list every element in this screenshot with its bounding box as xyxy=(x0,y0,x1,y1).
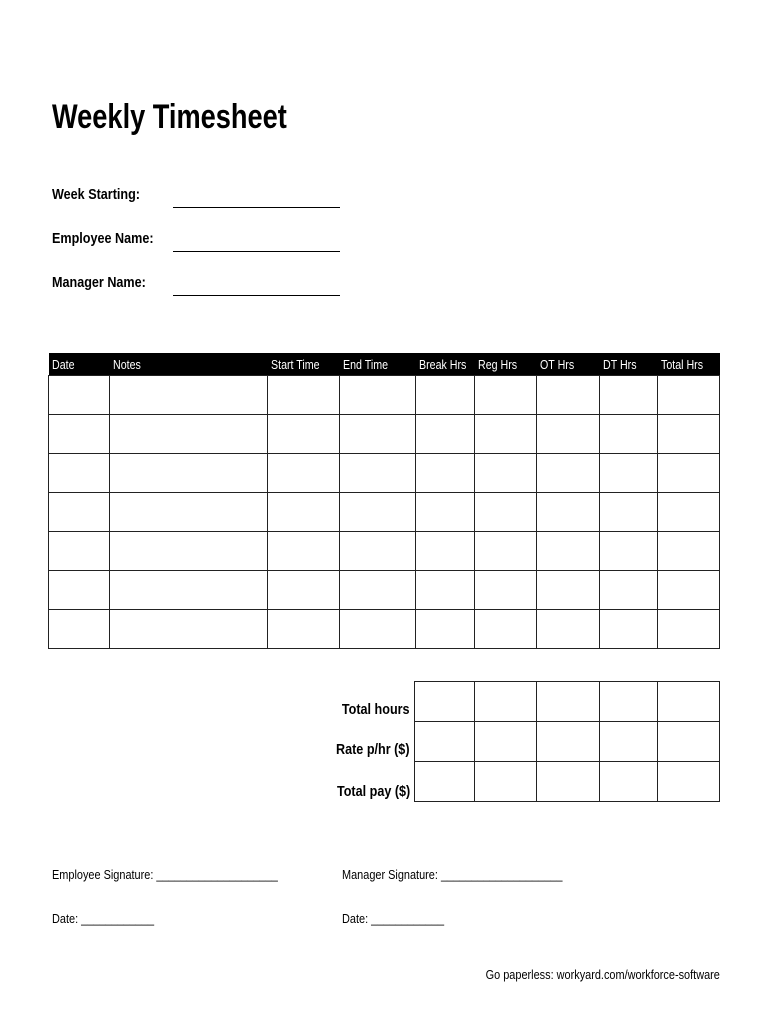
table-cell[interactable] xyxy=(49,610,110,649)
table-cell[interactable] xyxy=(340,493,416,532)
column-header-break-hrs: Break Hrs xyxy=(416,353,475,376)
table-cell[interactable] xyxy=(475,532,537,571)
table-cell[interactable] xyxy=(268,610,340,649)
timesheet-table xyxy=(48,353,720,649)
table-row xyxy=(49,415,720,454)
table-cell[interactable] xyxy=(110,493,268,532)
table-cell[interactable] xyxy=(658,571,720,610)
totals-cell[interactable] xyxy=(600,722,658,762)
totals-body xyxy=(415,682,720,802)
week-starting-field[interactable] xyxy=(173,207,340,208)
table-cell[interactable] xyxy=(475,493,537,532)
manager-name-label: Manager Name: xyxy=(52,274,146,291)
table-cell[interactable] xyxy=(416,571,475,610)
column-header-reg-hrs: Reg Hrs xyxy=(475,353,537,376)
table-cell[interactable] xyxy=(658,532,720,571)
totals-cell[interactable] xyxy=(658,722,720,762)
table-cell[interactable] xyxy=(475,454,537,493)
table-cell[interactable] xyxy=(340,610,416,649)
table-cell[interactable] xyxy=(49,376,110,415)
column-header-notes: Notes xyxy=(110,353,268,376)
table-cell[interactable] xyxy=(340,454,416,493)
table-cell[interactable] xyxy=(600,610,658,649)
table-header-row xyxy=(49,353,720,376)
totals-cell[interactable] xyxy=(475,682,537,722)
week-starting-label: Week Starting: xyxy=(52,186,140,203)
column-header-total-hrs: Total Hrs xyxy=(658,353,720,376)
table-cell[interactable] xyxy=(658,415,720,454)
total-hours-label: Total hours xyxy=(342,701,410,718)
table-cell[interactable] xyxy=(600,376,658,415)
table-row xyxy=(49,532,720,571)
table-cell[interactable] xyxy=(537,493,600,532)
table-cell[interactable] xyxy=(268,376,340,415)
table-cell[interactable] xyxy=(416,376,475,415)
employee-name-label: Employee Name: xyxy=(52,230,154,247)
employee-name-field[interactable] xyxy=(173,251,340,252)
table-row xyxy=(49,376,720,415)
table-cell[interactable] xyxy=(110,571,268,610)
table-row xyxy=(49,454,720,493)
manager-name-field[interactable] xyxy=(173,295,340,296)
manager-signature-field[interactable]: Manager Signature: ____________________ xyxy=(342,867,563,882)
column-header-end-time: End Time xyxy=(340,353,416,376)
totals-cell[interactable] xyxy=(537,762,600,802)
timesheet-body xyxy=(49,376,720,649)
totals-cell[interactable] xyxy=(475,722,537,762)
table-cell[interactable] xyxy=(537,454,600,493)
totals-cell[interactable] xyxy=(600,762,658,802)
table-cell[interactable] xyxy=(475,376,537,415)
manager-date-field[interactable]: Date: ____________ xyxy=(342,911,445,926)
employee-signature-field[interactable]: Employee Signature: ____________________ xyxy=(52,867,278,882)
table-cell[interactable] xyxy=(537,610,600,649)
totals-row xyxy=(415,762,720,802)
totals-cell[interactable] xyxy=(415,762,475,802)
totals-row xyxy=(415,682,720,722)
column-header-ot-hrs: OT Hrs xyxy=(537,353,600,376)
footer-link[interactable]: Go paperless: workyard.com/workforce-software xyxy=(485,967,720,982)
table-cell[interactable] xyxy=(340,571,416,610)
table-cell[interactable] xyxy=(49,532,110,571)
table-cell[interactable] xyxy=(340,376,416,415)
table-cell[interactable] xyxy=(537,532,600,571)
table-cell[interactable] xyxy=(110,610,268,649)
table-cell[interactable] xyxy=(110,415,268,454)
table-cell[interactable] xyxy=(110,532,268,571)
table-cell[interactable] xyxy=(340,415,416,454)
table-cell[interactable] xyxy=(658,454,720,493)
table-cell[interactable] xyxy=(600,493,658,532)
table-cell[interactable] xyxy=(49,571,110,610)
page-title: Weekly Timesheet xyxy=(52,98,287,136)
employee-date-field[interactable]: Date: ____________ xyxy=(52,911,155,926)
table-cell[interactable] xyxy=(475,610,537,649)
totals-cell[interactable] xyxy=(537,722,600,762)
table-row xyxy=(49,610,720,649)
table-cell[interactable] xyxy=(600,571,658,610)
totals-cell[interactable] xyxy=(415,682,475,722)
rate-per-hour-label: Rate p/hr ($) xyxy=(336,741,410,758)
totals-row xyxy=(415,722,720,762)
table-cell[interactable] xyxy=(600,532,658,571)
column-header-start-time: Start Time xyxy=(268,353,340,376)
table-cell[interactable] xyxy=(600,415,658,454)
totals-cell[interactable] xyxy=(658,682,720,722)
table-cell[interactable] xyxy=(475,571,537,610)
totals-cell[interactable] xyxy=(658,762,720,802)
table-cell[interactable] xyxy=(537,571,600,610)
table-cell[interactable] xyxy=(537,376,600,415)
table-cell[interactable] xyxy=(340,532,416,571)
table-cell[interactable] xyxy=(600,454,658,493)
totals-cell[interactable] xyxy=(600,682,658,722)
totals-table xyxy=(414,681,720,802)
table-cell[interactable] xyxy=(416,610,475,649)
column-header-date: Date xyxy=(49,353,110,376)
table-cell[interactable] xyxy=(658,610,720,649)
table-cell[interactable] xyxy=(49,415,110,454)
table-cell[interactable] xyxy=(416,454,475,493)
table-row xyxy=(49,493,720,532)
table-cell[interactable] xyxy=(416,493,475,532)
table-row xyxy=(49,571,720,610)
table-cell[interactable] xyxy=(268,493,340,532)
table-cell[interactable] xyxy=(268,415,340,454)
column-header-dt-hrs: DT Hrs xyxy=(600,353,658,376)
table-cell[interactable] xyxy=(110,454,268,493)
table-cell[interactable] xyxy=(49,454,110,493)
table-cell[interactable] xyxy=(110,376,268,415)
table-cell[interactable] xyxy=(537,415,600,454)
table-cell[interactable] xyxy=(658,493,720,532)
table-cell[interactable] xyxy=(268,454,340,493)
totals-cell[interactable] xyxy=(475,762,537,802)
total-pay-label: Total pay ($) xyxy=(336,783,410,800)
table-cell[interactable] xyxy=(268,532,340,571)
table-cell[interactable] xyxy=(475,415,537,454)
table-cell[interactable] xyxy=(658,376,720,415)
table-cell[interactable] xyxy=(416,415,475,454)
table-cell[interactable] xyxy=(416,532,475,571)
totals-cell[interactable] xyxy=(537,682,600,722)
totals-cell[interactable] xyxy=(415,722,475,762)
table-cell[interactable] xyxy=(49,493,110,532)
table-cell[interactable] xyxy=(268,571,340,610)
